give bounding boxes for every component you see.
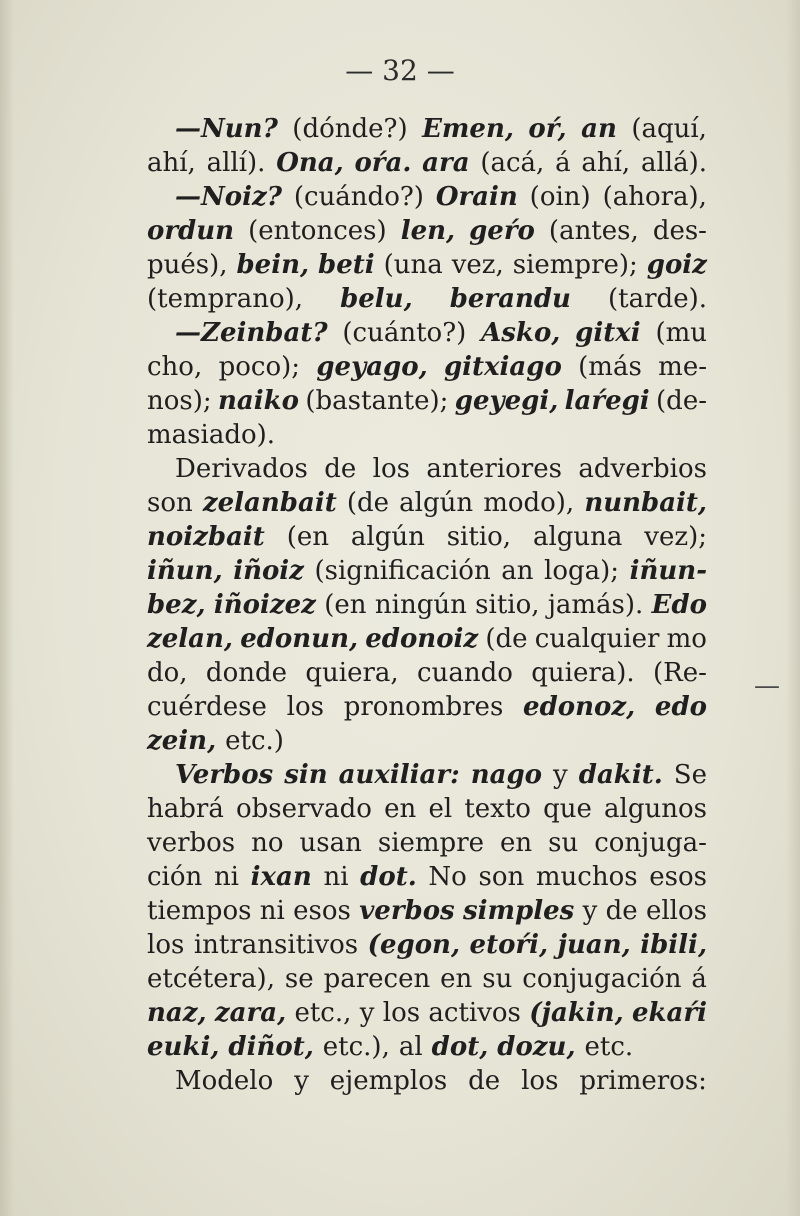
word: (bastante);	[305, 386, 449, 416]
word: sitio,	[446, 522, 512, 552]
word: (más	[578, 352, 642, 382]
word: adverbios	[578, 454, 707, 484]
italic-word: auxiliar:	[338, 760, 460, 790]
word: que	[543, 794, 592, 824]
word: Se	[673, 760, 707, 790]
italic-word: berandu	[449, 284, 571, 314]
word: me-	[658, 352, 707, 382]
word: ahí,	[147, 148, 196, 178]
italic-word: ekaŕi	[631, 998, 707, 1028]
italic-word: noizbait	[147, 522, 265, 552]
word: Modelo	[175, 1066, 274, 1096]
word: vez,	[451, 250, 504, 280]
italic-word: dozu,	[497, 1032, 576, 1062]
word: sitio,	[475, 590, 540, 620]
italic-word: naiko	[218, 386, 299, 416]
word: á	[555, 148, 571, 178]
word: alguna	[532, 522, 623, 552]
italic-word: gitxiago	[443, 352, 562, 382]
body-text	[147, 112, 707, 1098]
word: (de-	[656, 386, 707, 416]
word: cualquier	[534, 624, 660, 654]
italic-word: sin	[284, 760, 328, 790]
word: tiempos	[147, 896, 252, 926]
word: algún	[399, 488, 474, 518]
italic-word: —Zeinbat?	[175, 318, 328, 348]
text-line	[147, 690, 707, 724]
italic-word: zelanbait	[202, 488, 337, 518]
word: (antes,	[548, 216, 639, 246]
italic-word: juan,	[557, 930, 631, 960]
word: (significación	[314, 556, 491, 586]
word: y	[294, 1066, 309, 1096]
italic-word: euki,	[147, 1032, 220, 1062]
italic-word: edonoiz	[365, 624, 479, 654]
italic-word: bez,	[147, 590, 206, 620]
word: parecen	[323, 964, 431, 994]
text-line	[147, 282, 707, 316]
word: observado	[236, 794, 372, 824]
word: intransitivos	[193, 930, 359, 960]
word: donde	[205, 658, 287, 688]
word: se	[284, 964, 314, 994]
word: (aquí,	[631, 114, 707, 144]
word: de	[605, 896, 638, 926]
word: son	[478, 862, 525, 892]
text-line	[147, 826, 707, 860]
word: los	[286, 692, 324, 722]
italic-word: iñun-	[629, 556, 707, 586]
word: (entonces)	[248, 216, 387, 246]
word: do,	[147, 658, 188, 688]
word: quiera).	[531, 658, 635, 688]
italic-word: nago	[470, 760, 543, 790]
word: modo),	[483, 488, 575, 518]
italic-word: ordun	[147, 216, 235, 246]
text-line	[147, 962, 707, 996]
word: al	[398, 1032, 423, 1062]
word: anteriores	[426, 454, 562, 484]
text-line	[147, 180, 707, 214]
italic-word: etoŕi,	[469, 930, 549, 960]
word: primeros:	[579, 1066, 707, 1096]
italic-word: geyegi,	[454, 386, 559, 416]
margin-mark: —	[754, 671, 780, 701]
text-line	[147, 1064, 707, 1098]
word: des-	[652, 216, 707, 246]
italic-word: an	[581, 114, 617, 144]
word: vez);	[644, 522, 707, 552]
word: esos	[293, 896, 351, 926]
word: muchos	[535, 862, 638, 892]
word: su	[548, 828, 579, 858]
word: ción	[147, 862, 203, 892]
word: loga);	[544, 556, 620, 586]
word: ejemplos	[329, 1066, 448, 1096]
italic-word: gitxi	[575, 318, 641, 348]
word: ni	[323, 862, 349, 892]
italic-word: Asko,	[481, 318, 561, 348]
italic-word: zelan,	[147, 624, 233, 654]
italic-word: iñun,	[147, 556, 223, 586]
italic-word: Verbos	[175, 760, 274, 790]
italic-word: zara,	[214, 998, 287, 1028]
text-line	[147, 622, 707, 656]
word: an	[501, 556, 534, 586]
italic-word: naz,	[147, 998, 207, 1028]
italic-word: belu,	[340, 284, 413, 314]
italic-word: verbos	[359, 896, 455, 926]
italic-word: goiz	[646, 250, 707, 280]
text-line	[147, 588, 707, 622]
word: son	[147, 488, 193, 518]
word: y	[359, 998, 375, 1028]
word: (mu	[655, 318, 707, 348]
word: allí).	[206, 148, 266, 178]
word: el	[428, 794, 453, 824]
italic-word: diñot,	[228, 1032, 314, 1062]
word: (acá,	[480, 148, 545, 178]
text-line	[147, 384, 707, 418]
word: en	[440, 964, 473, 994]
text-line	[147, 248, 707, 282]
word: (tarde).	[608, 284, 707, 314]
word: ni	[259, 896, 285, 926]
page-left-shadow	[0, 0, 14, 1216]
italic-word: simples	[463, 896, 575, 926]
text-line	[147, 316, 707, 350]
word: pronombres	[343, 692, 504, 722]
word: de	[468, 1066, 501, 1096]
word: no	[251, 828, 284, 858]
italic-word: zein,	[147, 726, 217, 756]
word: (temprano),	[147, 284, 304, 314]
italic-word: Orain	[435, 182, 518, 212]
italic-word: (egon,	[367, 930, 460, 960]
text-line	[147, 554, 707, 588]
italic-word: iñoiz	[233, 556, 304, 586]
word: (en	[286, 522, 329, 552]
italic-word: ara	[422, 148, 470, 178]
text-line	[147, 894, 707, 928]
word: habrá	[147, 794, 224, 824]
word: á	[691, 964, 707, 994]
italic-word: nunbait,	[584, 488, 707, 518]
italic-word: ixan	[250, 862, 312, 892]
text-line	[147, 758, 707, 792]
word: poco);	[218, 352, 301, 382]
word: en	[384, 794, 417, 824]
text-line	[147, 792, 707, 826]
text-line	[147, 928, 707, 962]
text-line	[147, 486, 707, 520]
text-line	[147, 1030, 707, 1064]
italic-word: —Noiz?	[175, 182, 282, 212]
word: algún	[350, 522, 425, 552]
word: los	[521, 1066, 559, 1096]
word: conjugación	[522, 964, 682, 994]
italic-word: dot.	[360, 862, 417, 892]
italic-word: oŕ,	[528, 114, 567, 144]
italic-word: dakit.	[578, 760, 663, 790]
page-right-shadow	[786, 0, 800, 1216]
text-line	[147, 418, 707, 452]
word: cuando	[417, 658, 513, 688]
page-number: — 32 —	[345, 54, 455, 87]
italic-word: Edo	[651, 590, 707, 620]
word: los	[147, 930, 185, 960]
text-line	[147, 520, 707, 554]
word: ningún	[374, 590, 467, 620]
word: en	[500, 828, 533, 858]
word: siempre	[377, 828, 485, 858]
word: allá).	[640, 148, 707, 178]
word: ni	[213, 862, 239, 892]
italic-word: ibili,	[640, 930, 707, 960]
word: los	[382, 998, 421, 1028]
italic-word: beti	[318, 250, 375, 280]
text-line	[147, 350, 707, 384]
word: siempre);	[512, 250, 638, 280]
word: jamás).	[547, 590, 644, 620]
text-line	[147, 996, 707, 1030]
word: cuérdese	[147, 692, 267, 722]
word: etc.),	[322, 1032, 390, 1062]
italic-word: dot,	[431, 1032, 489, 1062]
italic-word: iñoizez	[213, 590, 316, 620]
word: pués),	[147, 250, 228, 280]
text-line	[147, 860, 707, 894]
word: cho,	[147, 352, 203, 382]
word: (de	[346, 488, 390, 518]
word: etcétera),	[147, 964, 275, 994]
word: esos	[649, 862, 707, 892]
italic-word: edonoz,	[523, 692, 636, 722]
text-line	[147, 452, 707, 486]
word: (dónde?)	[292, 114, 408, 144]
word: conjuga-	[594, 828, 707, 858]
word: quiera,	[305, 658, 399, 688]
italic-word: len,	[400, 216, 456, 246]
word: mo	[666, 624, 707, 654]
word: texto	[464, 794, 531, 824]
word: etc.)	[225, 726, 284, 756]
word: y	[582, 896, 598, 926]
word: (ahora),	[602, 182, 707, 212]
word: su	[482, 964, 513, 994]
word: (Re-	[653, 658, 707, 688]
word: activos	[428, 998, 521, 1028]
italic-word: —Nun?	[175, 114, 278, 144]
word: de	[324, 454, 357, 484]
word: nos);	[147, 386, 212, 416]
word: (una	[383, 250, 443, 280]
word: (en	[324, 590, 367, 620]
word: y	[553, 760, 568, 790]
word: ahí,	[581, 148, 631, 178]
text-line	[147, 146, 707, 180]
word: ellos	[645, 896, 707, 926]
italic-word: edonun,	[240, 624, 359, 654]
italic-word: Ona,	[276, 148, 344, 178]
word: etc.	[584, 1032, 634, 1062]
word: (de	[485, 624, 528, 654]
italic-word: laŕegi	[564, 386, 650, 416]
italic-word: Emen,	[422, 114, 514, 144]
italic-word: geyago,	[316, 352, 428, 382]
text-line	[147, 214, 707, 248]
word: los	[372, 454, 410, 484]
italic-word: (jakin,	[529, 998, 624, 1028]
italic-word: edo	[654, 692, 707, 722]
word: masiado).	[147, 420, 276, 450]
text-line	[147, 112, 707, 146]
text-line	[147, 656, 707, 690]
word: Derivados	[175, 454, 308, 484]
italic-word: oŕa.	[354, 148, 412, 178]
word: (oin)	[529, 182, 591, 212]
word: No	[428, 862, 467, 892]
text-line	[147, 724, 707, 758]
word: (cuánto?)	[342, 318, 467, 348]
word: algunos	[604, 794, 707, 824]
word: (cuándo?)	[293, 182, 424, 212]
italic-word: bein,	[236, 250, 310, 280]
italic-word: geŕo	[469, 216, 535, 246]
word: usan	[299, 828, 362, 858]
word: etc.,	[294, 998, 352, 1028]
word: verbos	[147, 828, 236, 858]
